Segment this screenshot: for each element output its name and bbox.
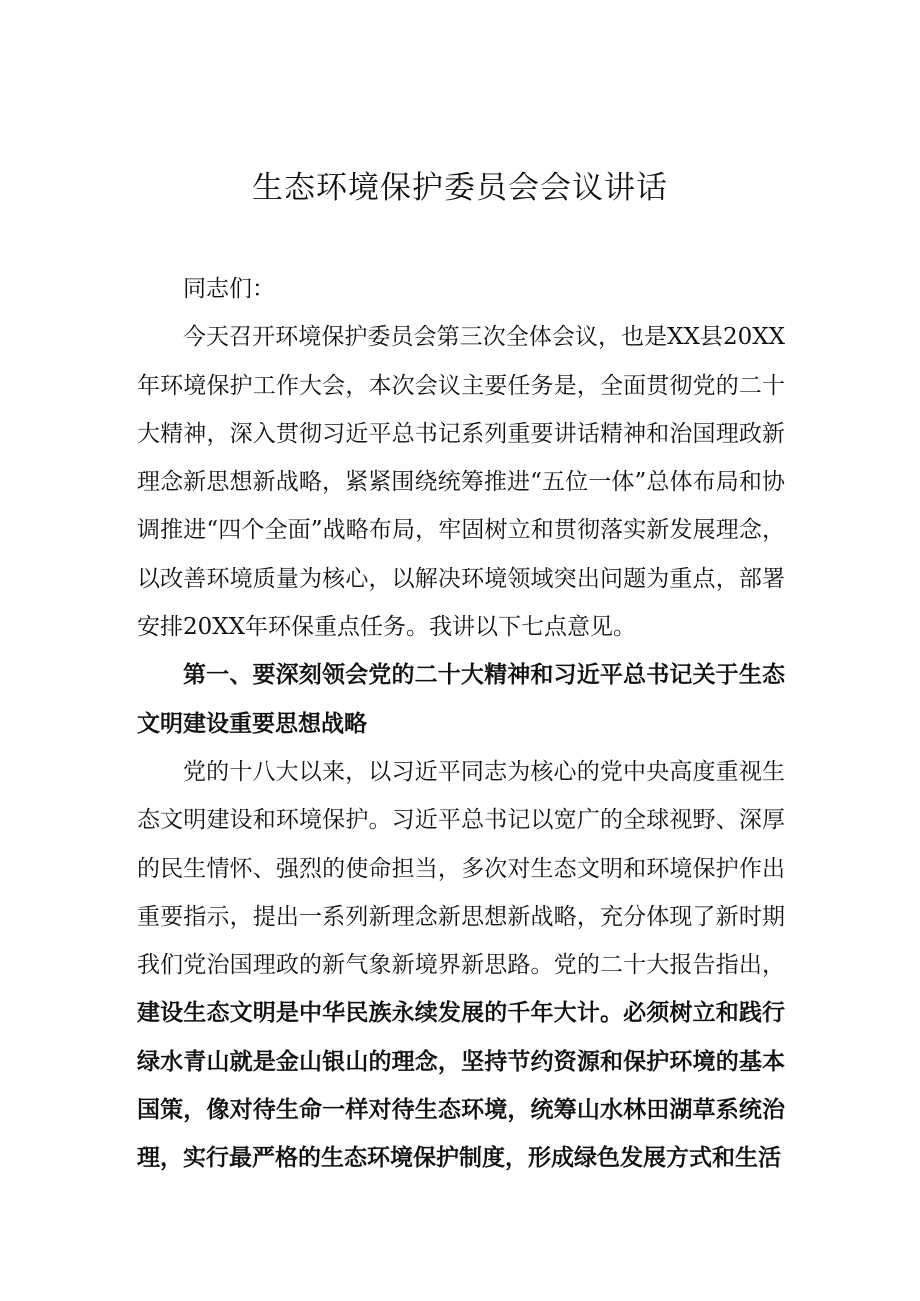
paragraph-2 xyxy=(137,748,785,1183)
paragraph-2-normal-text: 党的十八大以来，以习近平同志为核心的党中央高度重视生态文明建设和环境保护。习近平总书记以宽广的全球视野、深厚的民生情怀、强烈的使命担当，多次对生态文明和环境保护作出重要指示，提出一系列新理念新思想新战略，充分体现了新时期我们党治国理政的新气象新境界新思路。党的二十大报告指出， xyxy=(137,758,785,979)
section-heading-1: 第一、要深刻领会党的二十大精神和习近平总书记关于生态文明建设重要思想战略 xyxy=(137,661,785,737)
document-body xyxy=(137,265,785,1183)
paragraph-2-bold-text: 建设生态文明是中华民族永续发展的千年大计。必须树立和践行绿水青山就是金山银山的理念，坚持节约资源和保护环境的基本国策，像对待生命一样对待生态环境，统筹山水林田湖草系统治理，实行最严格的生态环境保护制度，形成绿色发展方式和生活 xyxy=(137,999,785,1172)
greeting: 同志们： xyxy=(183,276,275,302)
document-title: 生态环境保护委员会会议讲话 xyxy=(252,170,668,206)
paragraph-1: 今天召开环境保护委员会第三次全体会议，也是XX县20XX年环境保护工作大会，本次会议主要任务是，全面贯彻党的二十大精神，深入贯彻习近平总书记系列重要讲话精神和治国理政新理念新思想新战略，紧紧围绕统筹推进“五位一体”总体布局和协调推进“四个全面”战略布局，牢固树立和贯彻落实新发展理念，以改善环境质量为核心，以解决环境领域突出问题为重点，部署安排20XX年环保重点任务。我讲以下七点意见。 xyxy=(137,324,785,641)
